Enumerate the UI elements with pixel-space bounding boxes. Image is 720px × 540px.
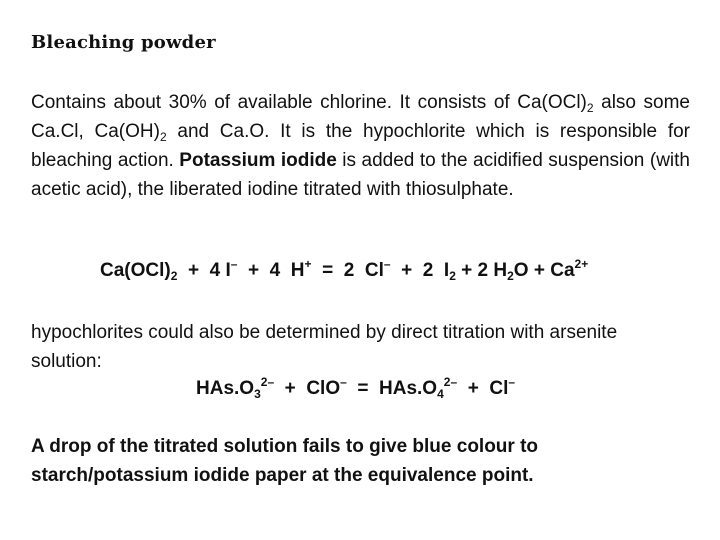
intro-subscript-2: 2 <box>159 130 167 144</box>
eq1-term-3: + 4 H <box>237 260 305 281</box>
eq1-sup-4: – <box>383 257 391 271</box>
arsenite-paragraph: hypochlorites could also be determined by direct titration with arsenite solution: <box>31 322 618 372</box>
eq2-sup-4: – <box>508 375 516 389</box>
intro-text-3: and Ca.O. It is the hypochlorite which is responsible for bleaching action. <box>31 121 690 171</box>
eq2-sup-2: – <box>340 375 347 389</box>
intro-text-2: also some Ca.Cl, Ca(OH) <box>31 92 690 142</box>
eq2-sup-1: 2– <box>260 375 275 389</box>
eq1-term-5: + 2 I <box>390 260 450 281</box>
eq1-term-2: + 4 I <box>177 260 231 281</box>
eq1-sup-3: + <box>304 257 312 271</box>
eq1-term-1: Ca(OCl) <box>100 260 171 281</box>
page-title: Bleaching powder <box>31 32 216 53</box>
intro-paragraph <box>31 88 690 204</box>
intro-bold-term: Potassium iodide <box>179 150 337 171</box>
eq1-sup-7: 2+ <box>574 257 589 271</box>
intro-text-4: is added to the acidified suspension (with acetic acid), the liberated iodine titrated with thiosulphate. <box>31 150 690 200</box>
eq1-sup-2: – <box>230 257 238 271</box>
eq2-sub-3: 4 <box>437 387 444 401</box>
eq2-term-1: HAs.O <box>196 378 255 399</box>
eq1-term-7: O + Ca <box>513 260 575 281</box>
eq2-sup-3: 2– <box>443 375 458 389</box>
eq2-term-4: + Cl <box>457 378 509 399</box>
eq1-sub-1: 2 <box>170 269 178 283</box>
eq1-sub-5: 2 <box>449 269 456 283</box>
endpoint-paragraph: A drop of the titrated solution fails to give blue colour to starch/potassium iodide paper at the equivalence point. <box>31 436 539 486</box>
intro-text-1: Contains about 30% of available chlorine. It consists of Ca(OCl) <box>31 92 587 113</box>
eq2-sub-1: 3 <box>254 387 261 401</box>
eq2-term-3: = HAs.O <box>346 378 438 399</box>
eq1-sub-6: 2 <box>507 269 514 283</box>
eq1-term-4: = 2 Cl <box>311 260 384 281</box>
intro-subscript-1: 2 <box>586 101 594 115</box>
eq2-term-2: + ClO <box>274 378 341 399</box>
equation-hypochlorite-iodide <box>100 257 589 283</box>
equation-arsenite <box>196 375 516 401</box>
eq1-term-6: + 2 H <box>455 260 508 281</box>
